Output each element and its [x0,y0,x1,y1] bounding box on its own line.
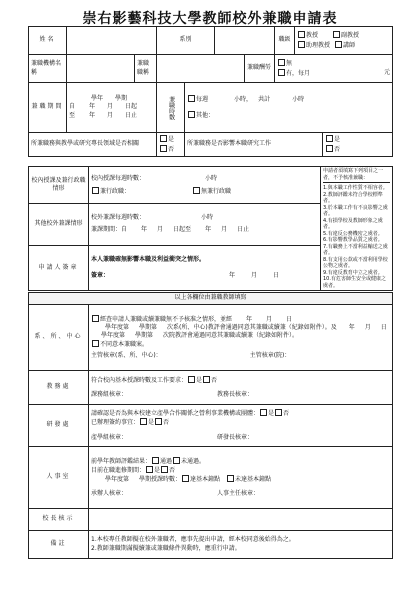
org-field[interactable] [67,55,135,83]
dept-label: 系別 [157,27,215,55]
period-label: 兼職期間 [29,83,67,133]
checkbox[interactable] [188,376,195,383]
remarks-label: 備註 [29,531,89,559]
impact-question: 所兼職務是否影響本職研究工作 [185,133,323,157]
president-label: 校長核示 [29,509,89,531]
dept-review-field: 經查申請人兼職或續兼職無不予核准之情形，並經 年 月 日 學年度第 學期第 次系(所、中心)教評會通過同意其兼職或續兼（紀錄如附件）。及 年 月 日學年度第 學期第 次院教評會通過同意其兼職或續兼（紀錄如附件）。 不同意本兼職案。 主管核章(系、所、中心)： 主管核章(院)： [89,305,393,371]
rank-option[interactable]: 教授 [297,32,318,39]
checkbox[interactable] [155,418,162,425]
checkbox[interactable] [140,418,147,425]
name-field[interactable] [67,27,157,55]
checkbox[interactable] [278,69,285,76]
checkbox[interactable] [335,41,342,48]
checkbox[interactable] [92,315,99,322]
pay-options [275,55,393,83]
form-title: 崇右影藝科技大學教師校外兼職申請表 [82,11,338,27]
personnel-office-label: 人事室 [29,447,89,509]
pay-label: 兼職酬勞 [245,55,275,83]
internal-teaching-field: 校內授課每週時數： 小時 兼行政職： 無兼行政職 [89,167,321,204]
checkbox[interactable] [182,475,189,482]
commitment-text: 本人兼職確無影響本職及利益衝突之情形。 [91,255,206,263]
org-label: 兼職機構名稱 [29,55,67,83]
impact-answer: 是 否 [323,133,393,157]
section-header: 以上各欄位由兼職教師填寫 [29,293,393,305]
hours-label: 兼職時數 [157,83,185,133]
external-teaching-label: 其他校外兼課情形 [29,204,89,245]
checkbox[interactable] [92,187,99,194]
checkbox[interactable] [333,31,340,38]
post-label: 兼職職稱 [135,55,157,83]
rank-options [295,27,393,55]
checkbox[interactable] [173,457,180,464]
checkbox[interactable] [188,95,195,102]
checkbox[interactable] [160,145,167,152]
rnd-office-label: 研發處 [29,405,89,447]
internal-teaching-label: 校內授課及兼行政職情形 [29,167,89,204]
academic-affairs-label: 教務處 [29,371,89,405]
checkbox[interactable] [326,145,333,152]
checkbox[interactable] [188,111,195,118]
rank-option[interactable]: 助理教授 [297,42,330,49]
remarks-field: 1.本校專任教師擬在校外兼職者，應事先提出申請，經本校同意後始得為之。 2.教師兼職期滿擬續兼或兼職條件異動時，應重行申請。 [89,531,393,559]
rank-label: 職級 [275,27,295,55]
post-field[interactable] [157,55,245,83]
period-field: 學年 學期 自 年 月 日起 至 年 月 日止 [67,83,157,133]
hours-field: 每週 小時， 共計 小時 其他： [185,83,393,133]
applicant-signature-label: 申請人簽章 [29,245,89,290]
checkbox[interactable] [260,409,267,416]
dept-field[interactable] [215,27,275,55]
notice-box: 申請者須填寫下列項目之一者，不予核准兼職： 1.與本職工作性質不相容者。 2.教師評鑑未符合學校標準者。 3.於本職工作有不良影響之虞者。 4.有損學校及教師形象之虞者。 5.有違反公務機密之虞者。 6.有影響教學品質之虞者。 7.有職務上不當利益輸送之虞者。 8.有支用公款或不當利用學校公物之虞者。 9.有違反教育中立之虞者。 10.有危害師生安全或健康之虞者。 [321,167,393,291]
checkbox[interactable] [152,457,159,464]
external-teaching-field: 校外兼課每週時數： 小時 兼課期間：自 年 月 日起至 年 月 日止 [89,204,321,245]
pay-option-yes[interactable]: 有，每月 [277,70,310,77]
checkbox[interactable] [203,376,210,383]
checkbox[interactable] [298,41,305,48]
pay-unit: 元 [384,68,391,76]
name-label: 姓名 [29,27,67,55]
checkbox[interactable] [227,475,234,482]
checkbox[interactable] [298,31,305,38]
related-answer: 是 否 [157,133,185,157]
dept-review-label: 系、所、中心 [29,305,89,371]
checkbox[interactable] [193,187,200,194]
president-field[interactable] [89,509,393,531]
academic-affairs-field: 符合校內基本授課時數及工作要求： 是 否 課務組核章： 教務長核章： [89,371,393,405]
personnel-office-field: 前學年教師評鑑結果： 通過 未通過。 目前在職進修期間： 是 否 學年度第 學期授課時數： 達基本鐘點 未達基本鐘點 承辦人核章： 人事主任核章： [89,447,393,509]
pay-option-none[interactable]: 無 [277,60,292,67]
rank-option[interactable]: 講師 [334,42,355,49]
checkbox[interactable] [92,340,99,347]
checkbox[interactable] [160,135,167,142]
checkbox[interactable] [326,135,333,142]
rnd-office-field: 請確認是否為與本校建立產學合作關係之營利事業機構或團體： 是 否 已辦理簽約事宜： 是 否 產學組核章： 研發長核章： [89,405,393,447]
checkbox[interactable] [161,466,168,473]
rank-option[interactable]: 副教授 [332,32,359,39]
checkbox[interactable] [275,409,282,416]
teaching-table [28,166,393,291]
basic-info-table [28,26,393,157]
review-table [28,292,393,559]
checkbox[interactable] [146,466,153,473]
applicant-signature-field[interactable]: 本人兼職確無影響本職及利益衝突之情形。 簽章： 年 月 日 [89,245,321,290]
checkbox[interactable] [278,59,285,66]
related-question: 所兼職務與教學或研究專長領域是否相關 [29,133,157,157]
